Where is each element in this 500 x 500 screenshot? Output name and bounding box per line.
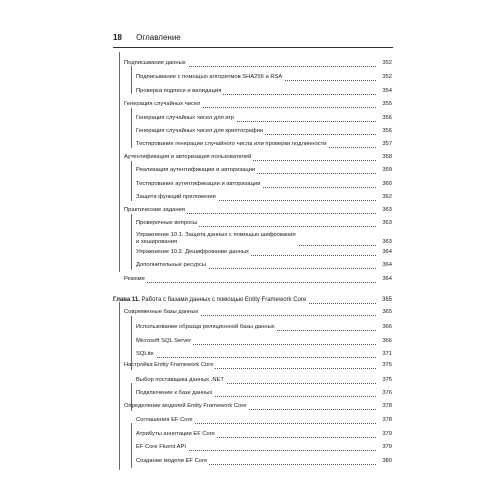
toc-entry: [136, 220, 392, 227]
toc-entry: [124, 362, 392, 369]
toc-entry-label: Аутентификация и авторизация пользователей: [124, 154, 252, 160]
toc-entry: [136, 431, 392, 438]
toc-entry: [124, 60, 392, 67]
toc-entry: [136, 115, 392, 122]
toc-entry-label: Выбор поставщика данных .NET: [136, 377, 224, 383]
toc-entry: [136, 351, 392, 358]
toc-entry: [136, 390, 392, 397]
toc-entry: [124, 309, 392, 316]
toc-entry: [136, 88, 392, 95]
toc-entry: [136, 167, 392, 174]
page-ref: 356: [377, 128, 392, 135]
toc-entry: [136, 181, 392, 188]
chapter-number: Глава 11.: [113, 297, 140, 303]
toc-entry: [124, 403, 392, 410]
page-ref: 364: [377, 262, 392, 269]
toc-entry: [136, 249, 392, 256]
toc-entry: [136, 232, 392, 246]
page-ref: 375: [377, 362, 392, 369]
page-ref: 355: [377, 101, 392, 108]
toc-entry: [136, 444, 392, 451]
chapter-title: [113, 297, 308, 304]
page-number: 18: [113, 33, 122, 42]
toc-entry-label-line1: Упражнение 10.1. Защита данных с помощью шифрования: [136, 232, 296, 238]
toc-entry: [136, 338, 392, 345]
tree-connector-line: [131, 383, 132, 411]
page-ref: 364: [377, 249, 392, 256]
toc-entry-label: SQLite: [136, 351, 154, 357]
dot-leader: [136, 357, 376, 358]
page-ref: 363: [377, 220, 392, 227]
page-ref: 379: [377, 444, 392, 451]
page-ref: 362: [377, 194, 392, 201]
page-ref: 360: [377, 181, 392, 188]
toc-entry-label: Атрибуты аннотации EF Core: [136, 431, 215, 437]
toc-entry-label: Проверка подписи и валидация: [136, 88, 222, 94]
page-ref: 376: [377, 390, 392, 397]
tree-connector-line: [131, 423, 132, 468]
page-ref: 352: [377, 60, 392, 67]
toc-entry-label: EF Core Fluent API: [136, 444, 186, 450]
toc-entry-label: Использование образца реляционной базы данных: [136, 324, 275, 330]
page-ref: 380: [377, 458, 392, 465]
toc-entry: [124, 101, 392, 108]
toc-entry: [113, 297, 392, 304]
toc-entry-label: Практические задания: [124, 207, 185, 213]
tree-connector-line: [131, 108, 132, 148]
toc-entry-label: Тестирование генерации случайного числа или проверки подлинности: [136, 141, 327, 147]
toc-entry: [136, 324, 392, 331]
page-ref: 365: [377, 309, 392, 316]
toc-entry-label: Генерация случайных чисел для игр: [136, 115, 234, 121]
toc-entry-label: Соглашения EF Core: [136, 417, 193, 423]
tree-connector-line: [131, 316, 132, 370]
toc-entry-label: Реализация аутентификации и авторизации: [136, 167, 256, 173]
toc-entry: [124, 276, 392, 283]
page-title: Оглавление: [136, 33, 181, 42]
tree-connector-line: [131, 214, 132, 270]
toc-entry-label: [136, 232, 298, 246]
page-ref: 363: [377, 207, 392, 214]
toc-entry: [124, 207, 392, 214]
tree-connector-line: [119, 302, 120, 470]
toc-entry-label: Современные базы данных: [124, 309, 199, 315]
toc-entry-label: Создание модели EF Core: [136, 458, 208, 464]
page-ref: 357: [377, 141, 392, 148]
toc-entry-label: Подписывание данных: [124, 60, 186, 66]
page-ref: 378: [377, 417, 392, 424]
page-ref: 358: [377, 154, 392, 161]
toc-entry-label: Подписывание с помощью алгоритмов SHA256 и RSA: [136, 74, 283, 80]
page-ref: 352: [377, 74, 392, 81]
toc-entry-label: Настройка Entity Framework Core: [124, 362, 214, 368]
page-ref: 365: [377, 297, 392, 304]
tree-connector-line: [131, 66, 132, 94]
toc-entry: [136, 141, 392, 148]
page-ref: 366: [377, 324, 392, 331]
toc-entry-label-line2: и хеширования: [136, 239, 178, 245]
page-ref: 363: [377, 239, 392, 246]
toc-entry: [136, 262, 392, 269]
page-ref: 375: [377, 377, 392, 384]
toc-entry-label: Microsoft SQL Server: [136, 338, 192, 344]
page-ref: 356: [377, 115, 392, 122]
page-ref: 371: [377, 351, 392, 358]
toc-entry-label: Тестирование аутентификации и авторизации: [136, 181, 261, 187]
toc-entry: [136, 458, 392, 465]
page-ref: 364: [377, 276, 392, 283]
toc-entry-label: Дополнительные ресурсы: [136, 262, 206, 268]
tree-connector-line: [131, 161, 132, 201]
toc-entry-label: Защита функций приложения: [136, 194, 216, 200]
toc-entry-label: Определение моделей Entity Framework Core: [124, 403, 247, 409]
chapter-label: Работа с базами данных с помощью Entity Framework Core: [139, 297, 307, 303]
toc-entry-label: Подключение к базе данных: [136, 390, 213, 396]
page-ref: 366: [377, 338, 392, 345]
toc-entry: [136, 377, 392, 384]
page-ref: 354: [377, 88, 392, 95]
toc-entry: [136, 74, 392, 81]
toc-entry-label: Упражнение 10.2. Дешифрование данных: [136, 249, 249, 255]
tree-connector-line: [119, 52, 120, 272]
toc-entry-label: Проверочные вопросы: [136, 220, 198, 226]
toc-entry: [136, 194, 392, 201]
toc-entry-label: Резюме: [124, 276, 145, 282]
toc-entry-label: Генерация случайных чисел: [124, 101, 201, 107]
toc-entry: [124, 154, 392, 161]
page-ref: 359: [377, 167, 392, 174]
toc-entry-label: Генерация случайных чисел для криптографии: [136, 128, 264, 134]
page-ref: 379: [377, 431, 392, 438]
dot-leader: [124, 282, 376, 283]
toc-entry: [136, 128, 392, 135]
page-ref: 378: [377, 403, 392, 410]
toc-entry: [136, 417, 392, 424]
